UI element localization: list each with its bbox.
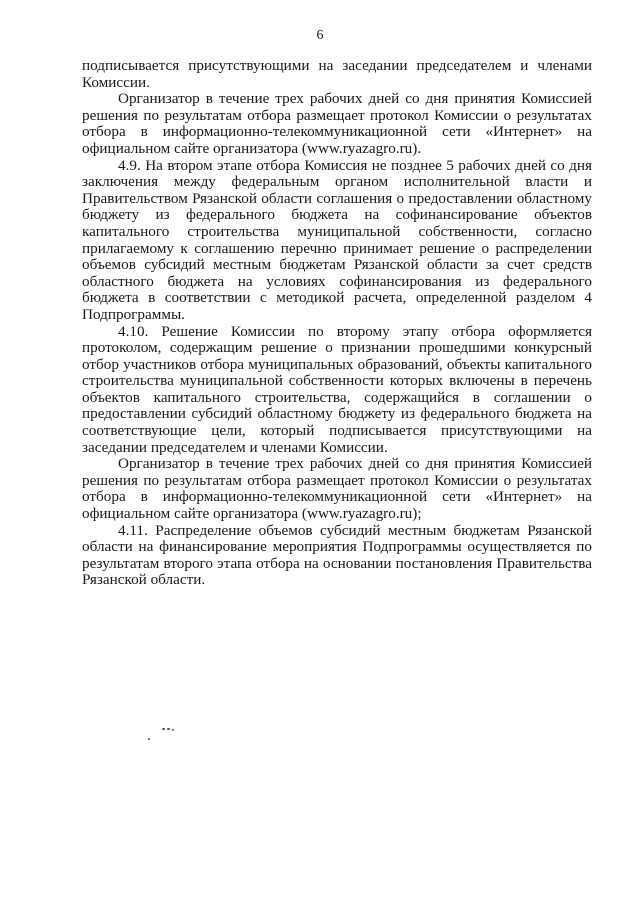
scan-specks bbox=[148, 724, 188, 744]
document-body bbox=[82, 58, 592, 589]
scan-speck bbox=[172, 729, 174, 731]
paragraph-organizer-publication-1: Организатор в течение трех рабочих дней со дня принятия Комиссией решения по результатам отбора размещает протокол Комиссии о результатах отбора в информационно-телекоммуникационной сети «Интернет» на официальном сайте организатора (www.ryazagro.ru). bbox=[82, 90, 592, 157]
scan-speck bbox=[162, 728, 165, 730]
paragraph-clause-4-11: 4.11. Распределение объемов субсидий местным бюджетам Рязанской области на финансирование мероприятия Подпрограммы осуществляется по результатам второго этапа отбора на основании постановления Правительства Рязанской области. bbox=[82, 521, 592, 589]
scan-speck bbox=[148, 738, 150, 740]
scan-speck bbox=[167, 728, 170, 730]
page-number: 6 bbox=[316, 28, 324, 43]
paragraph-clause-4-9: 4.9. На втором этапе отбора Комиссия не позднее 5 рабочих дней со дня заключения между федеральным органом исполнительной власти и Правительством Рязанской области соглашения о предоставлении областному бюджету из федерального бюджета на софинансирование объектов капитального строительства муниципальной собственности, согласно прилагаемому к соглашению перечню принимает решение о распределении объемов субсидий местным бюджетам Рязанской области за счет средств областного бюджета на условиях софинансирования из федерального бюджета в соответствии с методикой расчета, определенной разделом 4 Подпрограммы. bbox=[82, 156, 592, 323]
paragraph-clause-4-10: 4.10. Решение Комиссии по второму этапу отбора оформляется протоколом, содержащим решение о признании прошедшими конкурсный отбор участников отбора муниципальных образований, объекты капитального строительства муниципальной собственности которых включены в перечень объектов капитального строительства, содержащийся в соглашении о предоставлении субсидий областному бюджету из федерального бюджета на соответствующие цели, который подписывается присутствующими на заседании председателем и членами Комиссии. bbox=[82, 322, 592, 456]
paragraph-organizer-publication-2: Организатор в течение трех рабочих дней со дня принятия Комиссией решения по результатам отбора размещает протокол Комиссии о результатах отбора в информационно-телекоммуникационной сети «Интернет» на официальном сайте организатора (www.ryazagro.ru); bbox=[82, 455, 592, 523]
paragraph-continuation: подписывается присутствующими на заседании председателем и членами Комиссии. bbox=[82, 57, 592, 91]
